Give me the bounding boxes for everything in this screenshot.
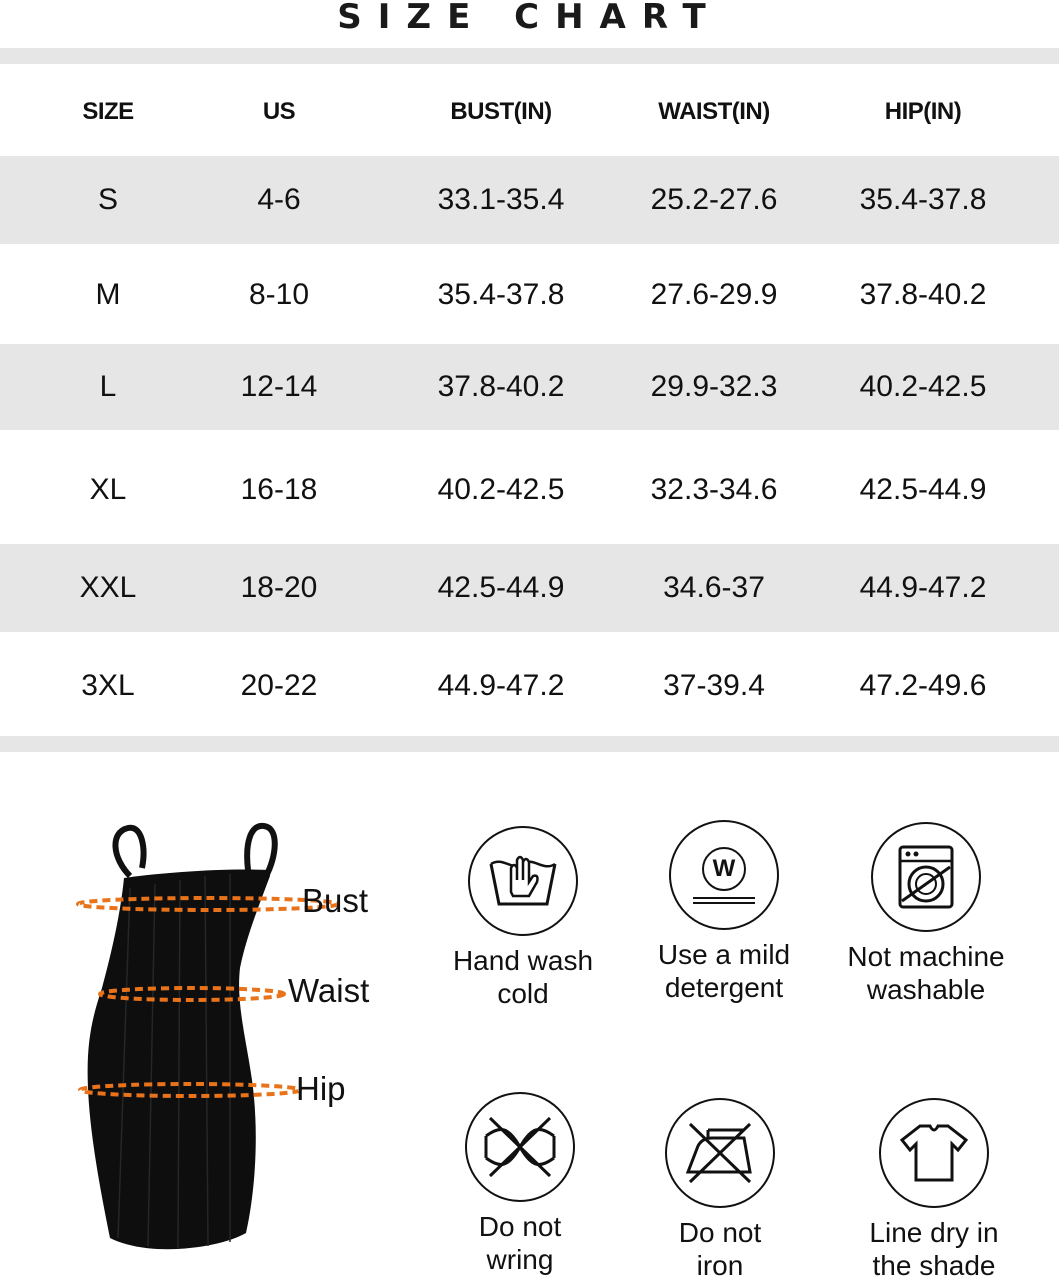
cell-bust: 44.9-47.2 [437,669,565,702]
care-label: Hand wash cold [452,945,594,1009]
header-waist: WAIST(IN) [658,98,770,125]
right-strap [247,826,275,876]
cell-us: 12-14 [240,370,318,403]
bottom-divider [0,736,1059,752]
line-dry-shade-icon [879,1098,989,1208]
header-size: SIZE [82,98,134,125]
cell-bust: 33.1-35.4 [437,183,565,216]
cell-waist: 34.6-37 [663,571,765,604]
table-row [0,642,1059,730]
care-item-hand-wash [413,826,633,1010]
cell-size: XXL [79,571,137,604]
cell-us: 16-18 [240,473,318,506]
left-strap [115,828,143,876]
cell-waist: 27.6-29.9 [650,278,778,311]
care-item-do-not-wring [410,1092,630,1276]
cell-size: 3XL [81,669,135,702]
hip-label: Hip [296,1070,346,1107]
cell-waist: 25.2-27.6 [650,183,778,216]
top-divider [0,48,1059,64]
table-row [0,544,1059,632]
cell-hip: 40.2-42.5 [859,370,987,403]
cell-waist: 32.3-34.6 [650,473,778,506]
care-item-do-not-iron [610,1098,830,1282]
cell-bust: 40.2-42.5 [437,473,565,506]
cell-hip: 47.2-49.6 [859,669,987,702]
table-header-row [0,70,1059,154]
cell-waist: 29.9-32.3 [650,370,778,403]
header-hip: HIP(IN) [884,98,962,125]
cell-hip: 42.5-44.9 [859,473,987,506]
cell-waist: 37-39.4 [663,669,765,702]
cell-bust: 37.8-40.2 [437,370,565,403]
table-row [0,156,1059,244]
do-not-wring-icon [465,1092,575,1202]
care-label: Do not iron [678,1217,762,1281]
cell-us: 20-22 [240,669,318,702]
hand-wash-icon [468,826,578,936]
cell-bust: 35.4-37.8 [437,278,565,311]
cell-size: S [97,183,118,216]
no-machine-wash-icon [871,822,981,932]
cell-us: 18-20 [240,571,318,604]
page-title: SIZE CHART [337,0,722,37]
cell-hip: 44.9-47.2 [859,571,987,604]
cell-size: L [99,370,117,403]
do-not-iron-icon [665,1098,775,1208]
waist-label: Waist [288,972,370,1009]
table-row [0,252,1059,338]
cell-size: XL [89,473,127,506]
care-label: Not machine washable [847,941,1005,1005]
care-label: Use a mild detergent [657,939,791,1003]
header-us: US [262,98,296,125]
cell-hip: 35.4-37.8 [859,183,987,216]
care-item-line-dry-shade [824,1098,1044,1282]
cell-bust: 42.5-44.9 [437,571,565,604]
cell-hip: 37.8-40.2 [859,278,987,311]
header-bust: BUST(IN) [450,98,552,125]
care-item-mild-detergent [614,820,834,1004]
care-label: Line dry in the shade [869,1217,999,1281]
bust-label: Bust [302,882,369,919]
care-item-no-machine-wash [816,822,1036,1006]
mild-detergent-icon [669,820,779,930]
table-row [0,446,1059,534]
cell-us: 8-10 [248,278,310,311]
cell-size: M [95,278,121,311]
mild-detergent-circle: W [702,847,746,891]
table-row [0,344,1059,430]
care-label: Do not wring [478,1211,562,1275]
cell-us: 4-6 [257,183,301,216]
